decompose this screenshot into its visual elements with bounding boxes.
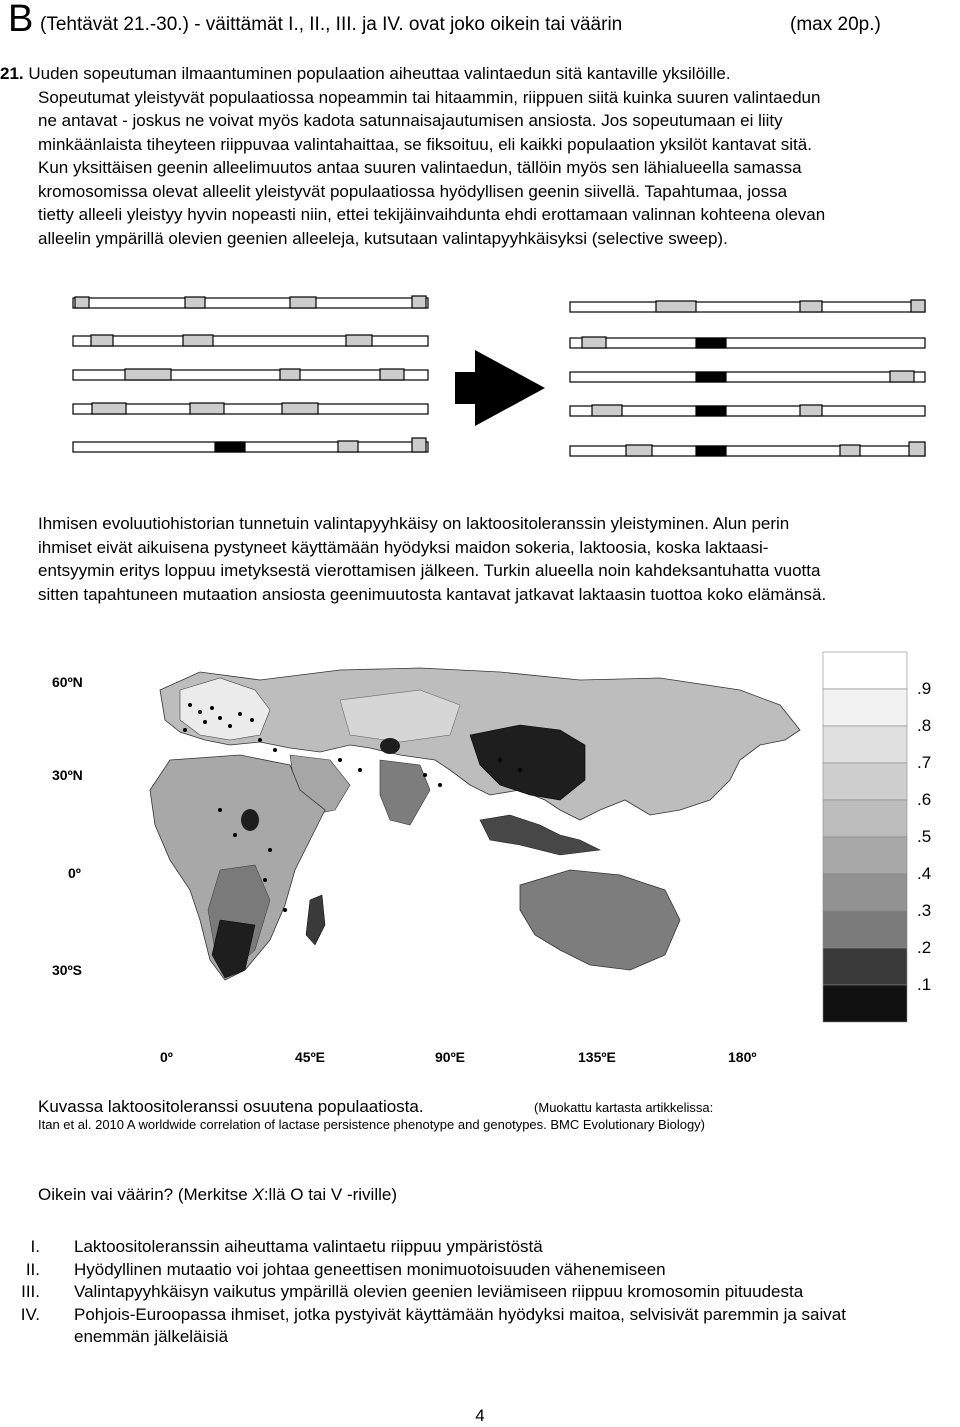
intro-line: Kun yksittäisen geenin alleelimuutos antaa suuren valintaedun, tällöin myös sen lähialueella samassa <box>38 158 802 177</box>
legend-label: .7 <box>917 753 932 772</box>
question-number: 21. <box>0 64 24 83</box>
lactose-line: sitten tapahtuneen mutaation ansiosta geenimuutosta kantavat jatkavat laktaasin tuottoa koko elämänsä. <box>38 584 827 604</box>
color-legend <box>823 652 931 1022</box>
intro-line: kromosomissa olevat alleelit yleistyvät populaatiossa hyödyllisen geenin siivellä. Tapahtumaa, jossa <box>38 181 788 201</box>
caption-main: Kuvassa laktoositoleranssi osuutena populaatiosta. <box>38 1097 424 1116</box>
caption-citation: Itan et al. 2010 A worldwide correlation of lactase persistence phenotype and genotypes. BMC Evolutionary Biology) <box>38 1117 706 1132</box>
statement-item <box>10 1281 950 1304</box>
intro-line: Sopeutumat yleistyvät populaatiossa nopeammin tai hitaammin, riippuen siitä kuinka suuren valintaedun <box>38 87 821 107</box>
lon-label: 45ºE <box>295 1049 326 1065</box>
statement-text: Laktoositoleranssin aiheuttama valintaetu riippuu ympäristöstä <box>74 1237 543 1256</box>
lat-label: 60ºN <box>52 674 83 690</box>
question-intro <box>0 62 960 250</box>
lat-label: 30ºN <box>52 767 83 783</box>
lactose-line: entsyymin eritys loppuu imetyksestä vierottamisen jälkeen. Turkin alueella noin kahdeksantuhatta vuotta <box>38 561 821 580</box>
statement-text: Hyödyllinen mutaatio voi johtaa geneettisen monimuotoisuuden vähenemiseen <box>74 1259 666 1279</box>
chromosomes-before <box>73 296 428 452</box>
instruction-after: :llä O tai V -riville) <box>263 1185 397 1204</box>
lactose-map-figure <box>40 650 960 1070</box>
lactose-line: ihmiset eivät aikuisena pystyneet käyttämään hyödyksi maidon sokeria, laktoosia, koska laktaasi- <box>38 537 769 557</box>
lon-label: 180º <box>728 1049 757 1065</box>
legend-label: .4 <box>917 864 932 883</box>
map-caption <box>38 1097 938 1117</box>
legend-swatch <box>823 985 907 1022</box>
statement-text: Valintapyyhkäisyn vaikutus ympärillä olevien geenien leviämiseen riippuu kromosomin pituudesta <box>74 1282 804 1301</box>
legend-swatch <box>823 948 907 985</box>
section-title: (Tehtävät 21.-30.) - väittämät I., II., III. ja IV. ovat joko oikein tai väärin <box>40 14 623 35</box>
legend-label: .2 <box>917 938 932 957</box>
legend-label: .9 <box>917 679 932 698</box>
lon-label: 0º <box>160 1049 173 1065</box>
legend-swatch <box>823 837 907 874</box>
max-points: (max 20p.) <box>790 14 881 35</box>
legend-swatch <box>823 689 907 726</box>
statement-text: Pohjois-Euroopassa ihmiset, jotka pystyivät käyttämään hyödyksi maitoa, selvisivät paremmin ja saivat enemmän jälkeläisiä <box>74 1304 846 1346</box>
legend-swatch <box>823 726 907 763</box>
intro-line: tietty alleeli yleistyy hyvin nopeasti niin, ettei tekijäinvaihdunta ehdi erottamaan valinnan kohteena olevan <box>38 205 826 224</box>
legend-label: .5 <box>917 827 932 846</box>
statement-number: II. <box>25 1259 40 1279</box>
selective-sweep-diagram <box>0 280 960 480</box>
page-number: 4 <box>475 1406 485 1425</box>
lactose-line: Ihmisen evoluutiohistorian tunnetuin valintapyyhkäisy on laktoositoleranssin yleistyminen. Alun perin <box>38 514 790 533</box>
section-letter: B <box>8 0 34 40</box>
statement-item <box>10 1236 950 1259</box>
page-header <box>8 0 948 44</box>
legend-label: .6 <box>917 790 932 809</box>
legend-swatch <box>823 911 907 948</box>
legend-swatch <box>823 652 907 689</box>
lactose-paragraph <box>38 512 960 606</box>
instruction-before: Oikein vai väärin? (Merkitse <box>38 1185 253 1204</box>
statement-number: III. <box>21 1282 40 1301</box>
intro-line: alleelin ympärillä olevien geenien alleeleja, kutsutaan valintapyyhkäisyksi (selective sweep). <box>38 228 728 248</box>
lactose-map <box>40 650 960 1070</box>
statement-number: IV. <box>20 1304 40 1324</box>
question-first-line-text: Uuden sopeutuman ilmaantuminen populaation aiheuttaa valintaedun sitä kantaville yksilöille. <box>28 64 731 83</box>
lon-label: 90ºE <box>435 1049 466 1065</box>
question-first-line <box>0 62 960 86</box>
lat-label: 30ºS <box>52 962 83 978</box>
legend-swatch <box>823 874 907 911</box>
instruction-x: X <box>252 1185 264 1204</box>
legend-label: .3 <box>917 901 932 920</box>
legend-label: .8 <box>917 716 932 735</box>
intro-line: minkäänlaista tiheyteen riippuvaa valintahaittaa, se fiksoituu, eli kaikki populaation yksilöt kantavat sitä. <box>38 134 812 154</box>
statement-item <box>10 1259 950 1282</box>
legend-label: .1 <box>917 975 932 994</box>
arrow <box>455 350 545 426</box>
caption-source: (Muokattu kartasta artikkelissa: <box>534 1100 714 1115</box>
lat-label: 0º <box>68 865 81 881</box>
intro-line: ne antavat - joskus ne voivat myös kadota satunnaisajautumisen ansiosta. Jos sopeutumaan ei liity <box>38 111 783 130</box>
lon-label: 135ºE <box>578 1049 616 1065</box>
statement-item <box>10 1304 950 1349</box>
legend-swatch <box>823 800 907 837</box>
statements-list <box>10 1236 950 1349</box>
legend-swatch <box>823 763 907 800</box>
chromosomes-after <box>570 300 925 456</box>
instruction <box>38 1185 397 1205</box>
statement-number: I. <box>30 1237 40 1256</box>
